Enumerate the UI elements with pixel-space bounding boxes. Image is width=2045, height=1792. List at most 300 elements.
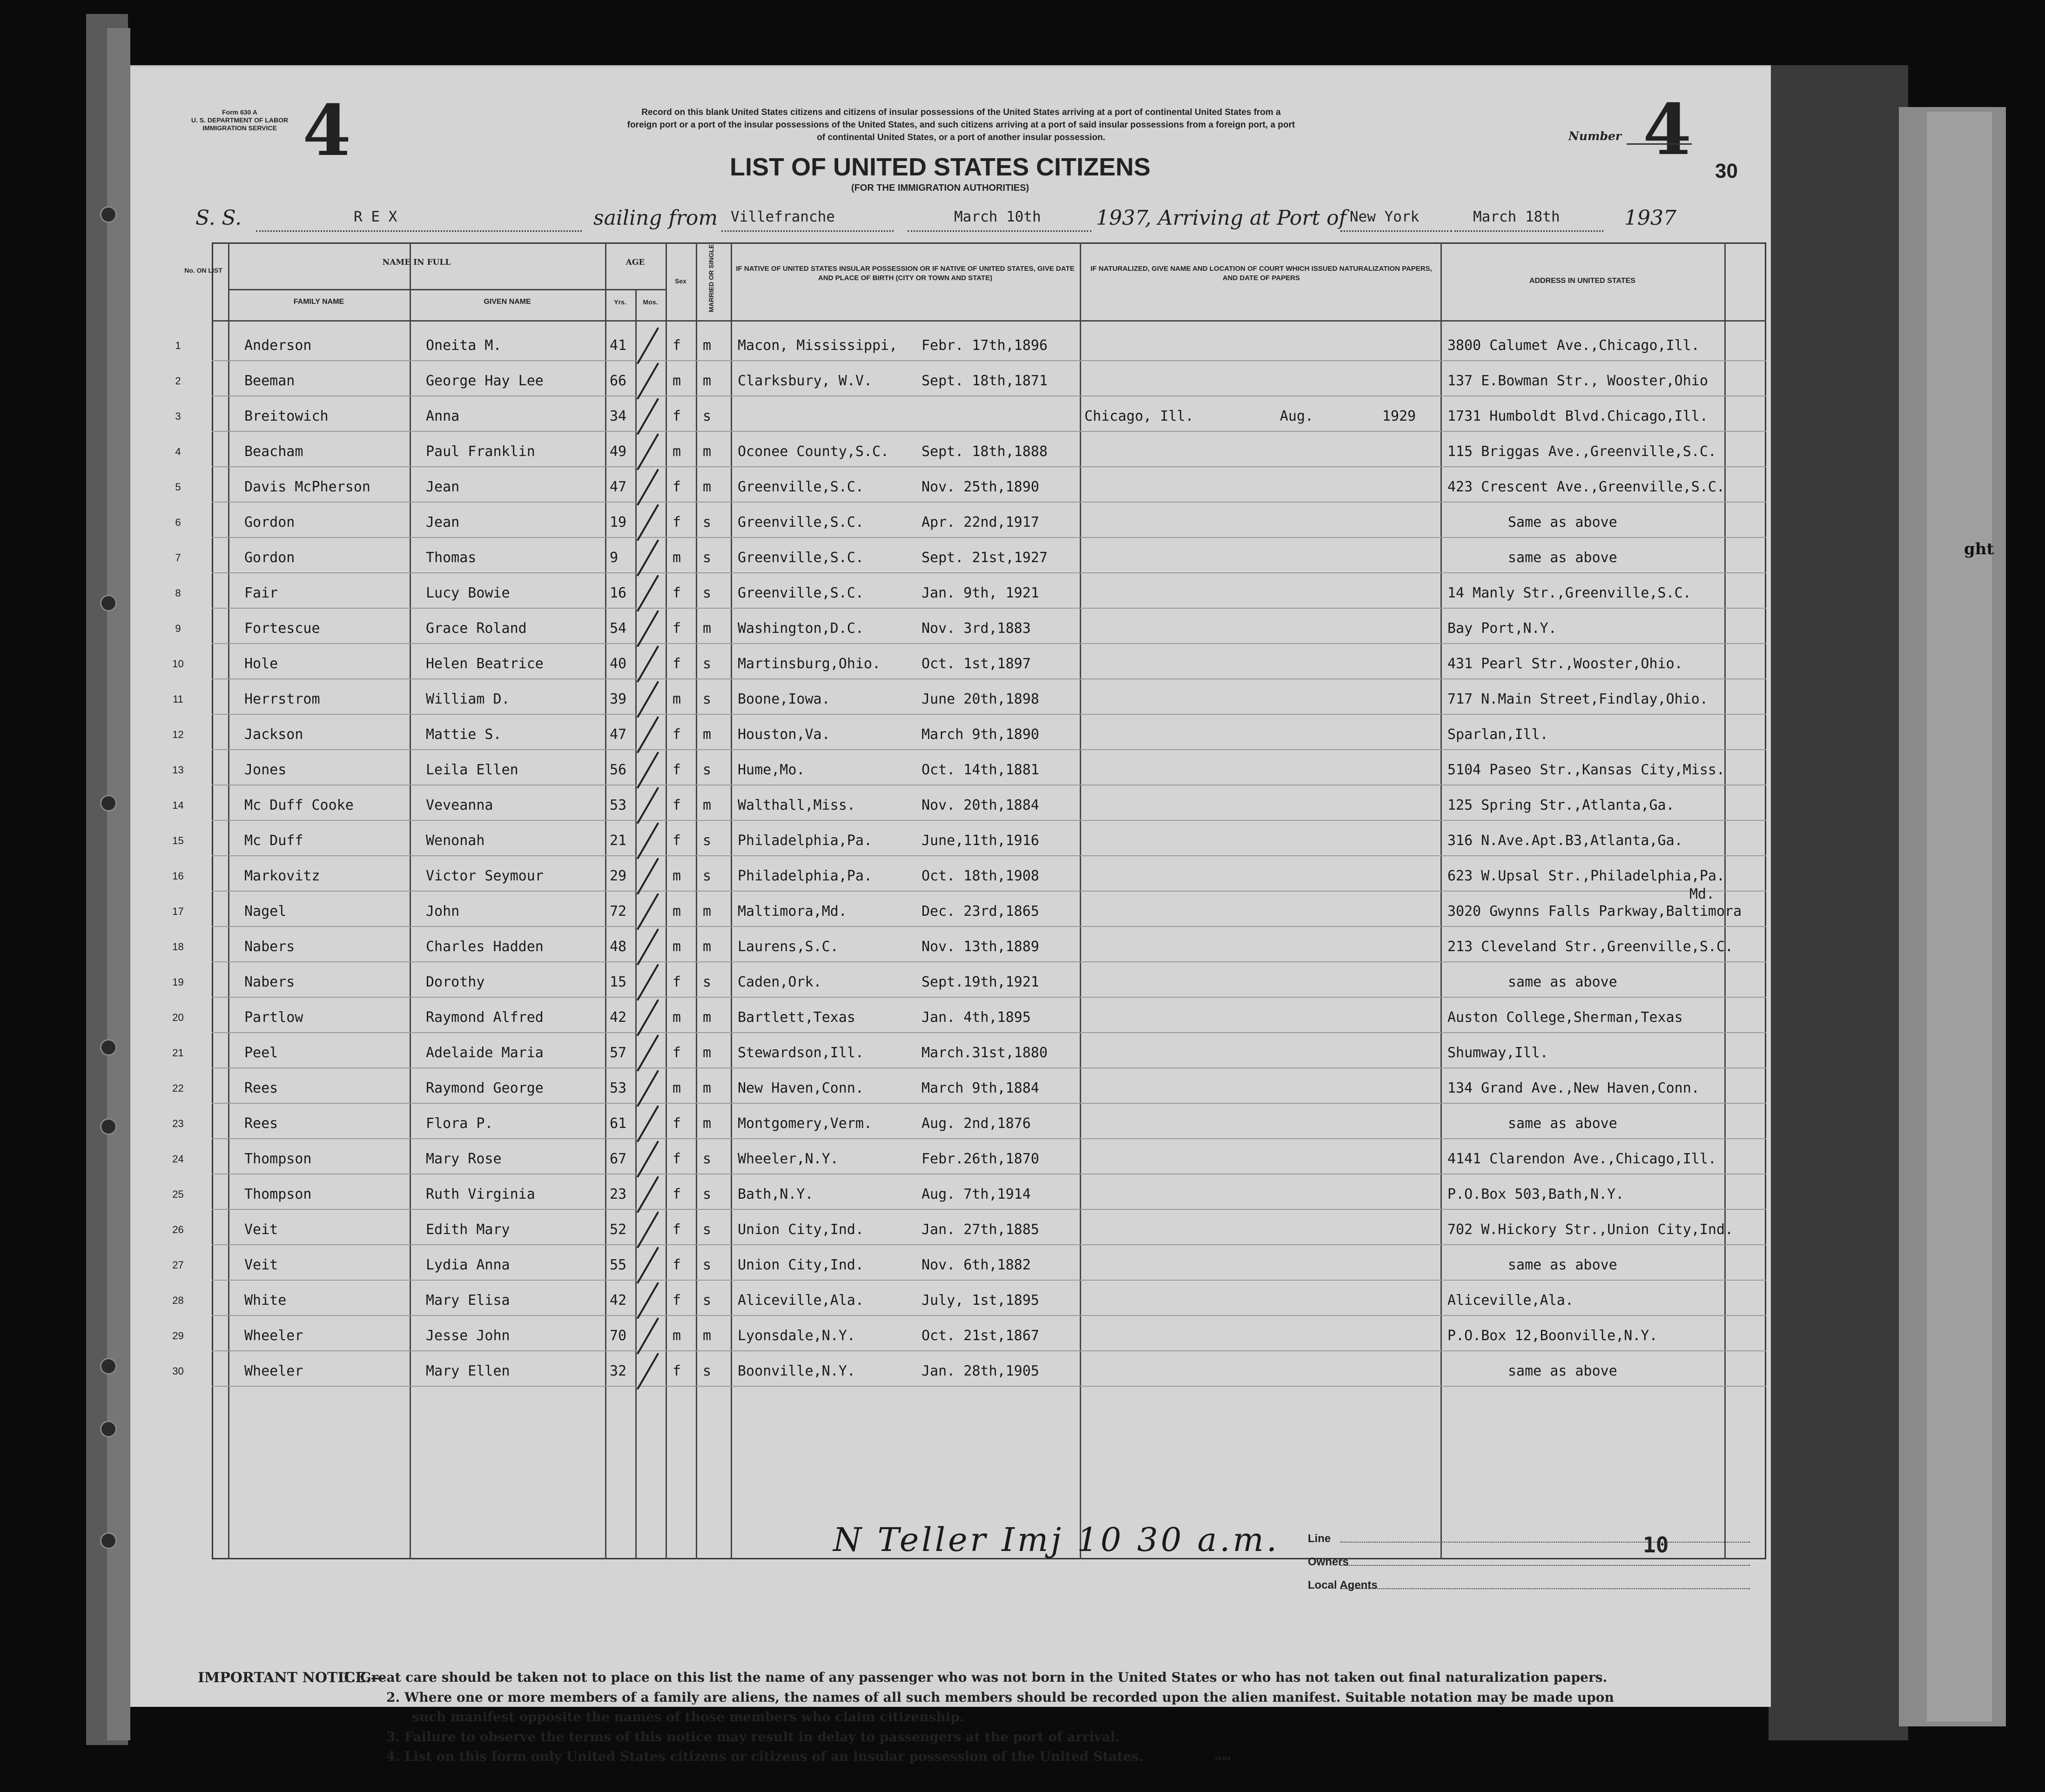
row-number: 13 [172,764,184,776]
family-name: White [244,1292,287,1309]
sex: m [673,903,681,919]
sailing-label: sailing from [593,206,718,230]
marital-status: s [703,514,712,530]
record-instructions [419,106,1503,144]
family-name: Mc Duff Cooke [244,797,354,813]
us-address: 134 Grand Ave.,New Haven,Conn. [1447,1080,1700,1096]
marital-status: m [703,373,712,389]
sex: f [673,832,681,849]
birth-date: July, 1st,1895 [922,1292,1039,1309]
family-name: Partlow [244,1009,303,1026]
given-name: George Hay Lee [426,373,544,389]
birth-date: March 9th,1884 [922,1080,1039,1096]
birth-place: Martinsburg,Ohio. [738,656,881,672]
marital-status: s [703,408,712,424]
family-name: Gordon [244,550,295,566]
row-rule [212,360,1766,361]
column-divider [605,242,606,1559]
age-years: 57 [610,1045,627,1061]
given-name: Jean [426,479,460,495]
column-divider [731,242,732,1559]
us-address: 4141 Clarendon Ave.,Chicago,Ill. [1447,1151,1716,1167]
birth-date: Febr. 17th,1896 [922,337,1048,354]
given-name: Raymond Alfred [426,1009,544,1026]
row-number: 25 [172,1188,184,1200]
age-years: 39 [610,691,627,707]
age-years: 15 [610,974,627,990]
instruction-line: Record on this blank United States citizens and citizens of insular possessions of the United States arriving at a port of continental United States from a [641,107,1281,117]
binder-hole [100,795,117,812]
birth-place: Greenville,S.C. [738,514,864,530]
us-address: 5104 Paseo Str.,Kansas City,Miss. [1447,762,1725,778]
marital-status: m [703,1009,712,1026]
age-years: 54 [610,620,627,637]
family-name: Anderson [244,337,312,354]
row-number: 27 [172,1259,184,1271]
birth-date: Oct. 18th,1908 [922,868,1039,884]
instruction-line: foreign port or a port of the insular possessions of the United States, and such citizens arriving at a port of said insular possessions from a foreign port, a port [627,120,1295,130]
header-birth-place-date: IF NATIVE OF UNITED STATES INSULAR POSSESSION OR IF NATIVE OF UNITED STATES, GIVE DATE AND PLACE OF BIRTH (CITY OR TOWN AND STATE) [736,265,1075,282]
birth-date: Nov. 3rd,1883 [922,620,1031,637]
us-address: 3800 Calumet Ave.,Chicago,Ill. [1447,337,1700,354]
us-address: Shumway,Ill. [1447,1045,1548,1061]
notice-item-2: 2. Where one or more members of a family are aliens, the names of all such members should be recorded upon the alien manifest. Suitable notation may be made upon [386,1690,1614,1705]
header-sex: Sex [675,277,686,285]
row-number: 26 [172,1224,184,1235]
marital-status: s [703,832,712,849]
age-years: 42 [610,1009,627,1026]
row-rule [212,1209,1766,1210]
arrival-date: March 18th [1454,208,1603,232]
birth-place: Greenville,S.C. [738,550,864,566]
header-address: ADDRESS IN UNITED STATES [1529,277,1635,285]
birth-place: Union City,Ind. [738,1257,864,1273]
row-rule [212,749,1766,750]
sex: f [673,620,681,637]
column-divider [228,242,229,1559]
us-address: 1731 Humboldt Blvd.Chicago,Ill. [1447,408,1708,424]
sex: f [673,1115,681,1132]
family-name: Beeman [244,373,295,389]
header-naturalization: IF NATURALIZED, GIVE NAME AND LOCATION OF COURT WHICH ISSUED NATURALIZATION PAPERS, AND DATE OF PAPERS [1090,265,1432,282]
notice-item-4: 4. List on this form only United States citizens or citizens of an insular possession of the United States. [386,1749,1144,1764]
row-rule [212,1138,1766,1139]
row-number: 12 [172,729,184,740]
column-divider [635,290,637,1559]
row-rule [212,1067,1766,1068]
row-number: 1 [175,340,181,351]
marital-status: s [703,550,712,566]
row-rule [212,466,1766,467]
birth-date: June,11th,1916 [922,832,1039,849]
birth-place: Walthall,Miss. [738,797,855,813]
given-name: Helen Beatrice [426,656,544,672]
birth-date: Sept. 21st,1927 [922,550,1048,566]
marital-status: m [703,903,712,919]
family-name: Rees [244,1080,278,1096]
family-name: Davis McPherson [244,479,370,495]
marital-status: m [703,337,712,354]
row-number: 19 [172,976,184,988]
given-name: Flora P. [426,1115,493,1132]
binder-hole [100,595,117,611]
sex: m [673,691,681,707]
age-years: 53 [610,797,627,813]
department-name: U. S. DEPARTMENT OF LABOR [191,116,289,124]
row-rule [212,1103,1766,1104]
row-rule [212,1386,1766,1387]
birth-place: Maltimora,Md. [738,903,847,919]
age-years: 56 [610,762,627,778]
sex: f [673,514,681,530]
us-address: Same as above [1508,514,1617,530]
bottom-form-code: 14-314 [1215,1756,1231,1761]
family-name: Nagel [244,903,287,919]
marital-status: m [703,939,712,955]
given-name: Charles Hadden [426,939,544,955]
scan-edge-right [1769,65,1908,1740]
age-years: 47 [610,726,627,743]
given-name: Wenonah [426,832,485,849]
us-address: 14 Manly Str.,Greenville,S.C. [1447,585,1691,601]
age-years: 55 [610,1257,627,1273]
binder-hole [100,1421,117,1437]
us-address: same as above [1508,1115,1617,1132]
local-agents-field [1340,1588,1750,1589]
row-rule [212,891,1766,892]
page-subtitle: (FOR THE IMMIGRATION AUTHORITIES) [851,183,1029,193]
binder-hole [100,1118,117,1135]
us-address: same as above [1508,1363,1617,1379]
marital-status: s [703,1151,712,1167]
row-number: 2 [175,375,181,387]
us-address: Aliceville,Ala. [1447,1292,1574,1309]
departure-date: March 10th [908,208,1091,232]
number-label: Number [1568,129,1622,143]
birth-date: Apr. 22nd,1917 [922,514,1039,530]
us-address: 623 W.Upsal Str.,Philadelphia,Pa. [1447,868,1725,884]
age-years: 61 [610,1115,627,1132]
birth-date: Oct. 14th,1881 [922,762,1039,778]
column-divider [666,242,667,1559]
family-name: Nabers [244,974,295,990]
row-rule [212,643,1766,644]
birth-place: Lyonsdale,N.Y. [738,1328,855,1344]
handwritten-note: N Teller Imj 10 30 a.m. [833,1521,1280,1559]
family-name: Markovitz [244,868,320,884]
row-rule [212,502,1766,503]
given-name: Veveanna [426,797,493,813]
given-name: Thomas [426,550,477,566]
row-rule [212,1315,1766,1316]
marital-status: s [703,1186,712,1202]
marital-status: m [703,797,712,813]
family-name: Veit [244,1222,278,1238]
header-age: AGE [626,258,645,267]
row-number: 23 [172,1118,184,1129]
marital-status: m [703,1045,712,1061]
birth-date: Oct. 21st,1867 [922,1328,1039,1344]
column-divider [1440,242,1442,1559]
family-name: Wheeler [244,1363,303,1379]
given-name: Grace Roland [426,620,527,637]
sex: f [673,1151,681,1167]
age-years: 41 [610,337,627,354]
birth-date: Aug. 7th,1914 [922,1186,1031,1202]
given-name: Mary Rose [426,1151,502,1167]
given-name: William D. [426,691,510,707]
age-years: 70 [610,1328,627,1344]
given-name: Lucy Bowie [426,585,510,601]
given-name: Paul Franklin [426,443,535,460]
address-note: Md. [1689,886,1715,902]
sex: f [673,762,681,778]
birth-place: Stewardson,Ill. [738,1045,864,1061]
given-name: Anna [426,408,460,424]
birth-date: Sept.19th,1921 [922,974,1039,990]
form-identifier [186,108,293,132]
us-address: 431 Pearl Str.,Wooster,Ohio. [1447,656,1683,672]
us-address: 115 Briggas Ave.,Greenville,S.C. [1447,443,1716,460]
given-name: Jesse John [426,1328,510,1344]
birth-date: Febr.26th,1870 [922,1151,1039,1167]
marital-status: s [703,585,712,601]
birth-place: Wheeler,N.Y. [738,1151,839,1167]
marital-status: s [703,762,712,778]
row-number: 8 [175,587,181,599]
family-name: Wheeler [244,1328,303,1344]
birth-place: New Haven,Conn. [738,1080,864,1096]
birth-date: Sept. 18th,1871 [922,373,1048,389]
given-name: Edith Mary [426,1222,510,1238]
birth-place: Boone,Iowa. [738,691,830,707]
page-title: LIST OF UNITED STATES CITIZENS [730,153,1150,181]
family-name: Beacham [244,443,303,460]
birth-date: March 9th,1890 [922,726,1039,743]
us-address: 423 Crescent Ave.,Greenville,S.C. [1447,479,1725,495]
row-number: 11 [173,693,183,705]
row-number: 6 [175,517,181,528]
us-address: P.O.Box 12,Boonville,N.Y. [1447,1328,1658,1344]
birth-date: Jan. 27th,1885 [922,1222,1039,1238]
row-number: 3 [175,410,181,422]
family-name: Jones [244,762,287,778]
marital-status: s [703,656,712,672]
row-rule [212,608,1766,609]
birth-date: Dec. 23rd,1865 [922,903,1039,919]
given-name: Adelaide Maria [426,1045,544,1061]
naturalization-month: Aug. [1280,408,1314,424]
header-bottom-line [212,320,1766,322]
sex: f [673,1257,681,1273]
given-name: Mattie S. [426,726,502,743]
ss-label: S. S. [195,206,242,230]
age-years: 49 [610,443,627,460]
sex: f [673,1363,681,1379]
sex: f [673,974,681,990]
family-name: Fair [244,585,278,601]
notice-item-2-continued: such manifest opposite the names of those members who claim citizenship. [412,1709,964,1725]
birth-date: Nov. 25th,1890 [922,479,1039,495]
birth-date: Sept. 18th,1888 [922,443,1048,460]
age-years: 9 [610,550,619,566]
row-number: 20 [172,1012,184,1023]
us-address: same as above [1508,974,1617,990]
row-number: 14 [172,799,184,811]
row-rule [212,820,1766,821]
age-years: 48 [610,939,627,955]
birth-place: Union City,Ind. [738,1222,864,1238]
family-name: Herrstrom [244,691,320,707]
header-subdivider [228,289,666,290]
family-name: Nabers [244,939,295,955]
age-years: 21 [610,832,627,849]
notice-item-1: 1. Great care should be taken not to place on this list the name of any passenger who was not born in the United States or who has not taken out final naturalization papers. [342,1670,1608,1685]
us-address: 717 N.Main Street,Findlay,Ohio. [1447,691,1708,707]
row-number: 15 [172,835,184,846]
birth-place: Greenville,S.C. [738,479,864,495]
age-years: 19 [610,514,627,530]
service-name: IMMIGRATION SERVICE [202,124,277,132]
local-agents-label: Local Agents [1308,1579,1378,1591]
header-given-name: GIVEN NAME [484,298,531,306]
marital-status: s [703,868,712,884]
age-years: 34 [610,408,627,424]
given-name: Jean [426,514,460,530]
age-years: 23 [610,1186,627,1202]
birth-date: Aug. 2nd,1876 [922,1115,1031,1132]
row-rule [212,572,1766,573]
header-name-in-full: NAME IN FULL [382,258,451,267]
family-name: Rees [244,1115,278,1132]
birth-place: Bartlett,Texas [738,1009,855,1026]
row-number: 21 [172,1047,184,1059]
birth-place: Greenville,S.C. [738,585,864,601]
family-name: Veit [244,1257,278,1273]
arrival-port: New York [1340,208,1452,232]
row-number: 24 [172,1153,184,1165]
row-rule [212,926,1766,927]
birth-place: Oconee County,S.C. [738,443,889,460]
row-number: 5 [175,481,181,493]
row-number: 9 [175,623,181,634]
birth-date: Oct. 1st,1897 [922,656,1031,672]
birth-place: Bath,N.Y. [738,1186,814,1202]
sex: m [673,1009,681,1026]
birth-place: Clarksbury, W.V. [738,373,872,389]
birth-place: Hume,Mo. [738,762,805,778]
binder-hole [100,1358,117,1375]
age-years: 66 [610,373,627,389]
column-divider [410,242,411,1559]
row-number: 18 [172,941,184,953]
notice-heading: IMPORTANT NOTICE.— [198,1670,385,1686]
line-label: Line [1308,1532,1331,1545]
us-address: 213 Cleveland Str.,Greenville,S.C. [1447,939,1734,955]
ship-name: R E X [256,208,582,232]
row-number: 10 [172,658,184,670]
number-underline [1627,143,1692,145]
row-number: 28 [172,1295,184,1306]
row-rule [212,1032,1766,1033]
row-rule [212,855,1766,856]
row-rule [212,431,1766,432]
us-address: P.O.Box 503,Bath,N.Y. [1447,1186,1624,1202]
given-name: Ruth Virginia [426,1186,535,1202]
age-years: 72 [610,903,627,919]
birth-date: Nov. 6th,1882 [922,1257,1031,1273]
birth-date: Nov. 13th,1889 [922,939,1039,955]
birth-place: Montgomery,Verm. [738,1115,872,1132]
sex: f [673,656,681,672]
instruction-line: of continental United States, or a port of another insular possession. [817,133,1105,142]
sex: f [673,585,681,601]
family-name: Fortescue [244,620,320,637]
row-rule [212,997,1766,998]
age-years: 29 [610,868,627,884]
list-number-right: 4 [1643,89,1692,171]
sex: f [673,797,681,813]
arriving-label: , Arriving at Port of [1145,206,1346,230]
form-number: Form 630 A [222,108,257,116]
age-years: 53 [610,1080,627,1096]
scan-edge-left-inner [107,28,130,1740]
birth-date: June 20th,1898 [922,691,1039,707]
marital-status: s [703,1222,712,1238]
row-rule [212,1174,1766,1175]
row-rule [212,714,1766,715]
given-name: Lydia Anna [426,1257,510,1273]
column-divider [1080,242,1081,1559]
birth-date: Jan. 9th, 1921 [922,585,1039,601]
row-number: 4 [175,446,181,457]
binder-hole [100,1532,117,1549]
marital-status: s [703,1292,712,1309]
birth-place: Washington,D.C. [738,620,864,637]
row-rule [212,1350,1766,1351]
marital-status: m [703,479,712,495]
owners-field [1340,1565,1750,1566]
family-name: Mc Duff [244,832,303,849]
given-name: Victor Seymour [426,868,544,884]
naturalization-year: 1929 [1382,408,1416,424]
page-count: 10 [1643,1532,1669,1557]
family-name: Thompson [244,1151,312,1167]
adjacent-page-inner [1927,112,1992,1722]
marital-status: s [703,1257,712,1273]
marital-status: m [703,443,712,460]
sex: m [673,939,681,955]
marital-status: m [703,726,712,743]
row-rule [212,537,1766,538]
sex: f [673,1222,681,1238]
birth-place: Boonville,N.Y. [738,1363,855,1379]
sex: f [673,1045,681,1061]
age-years: 52 [610,1222,627,1238]
given-name: Raymond George [426,1080,544,1096]
list-number-left: 4 [303,90,351,172]
age-years: 16 [610,585,627,601]
sex: m [673,1328,681,1344]
sex: f [673,408,681,424]
marital-status: s [703,691,712,707]
row-number: 30 [172,1365,184,1377]
family-name: Jackson [244,726,303,743]
marital-status: m [703,1080,712,1096]
line-field [1340,1542,1750,1543]
row-rule [212,1244,1766,1245]
us-address: same as above [1508,550,1617,566]
